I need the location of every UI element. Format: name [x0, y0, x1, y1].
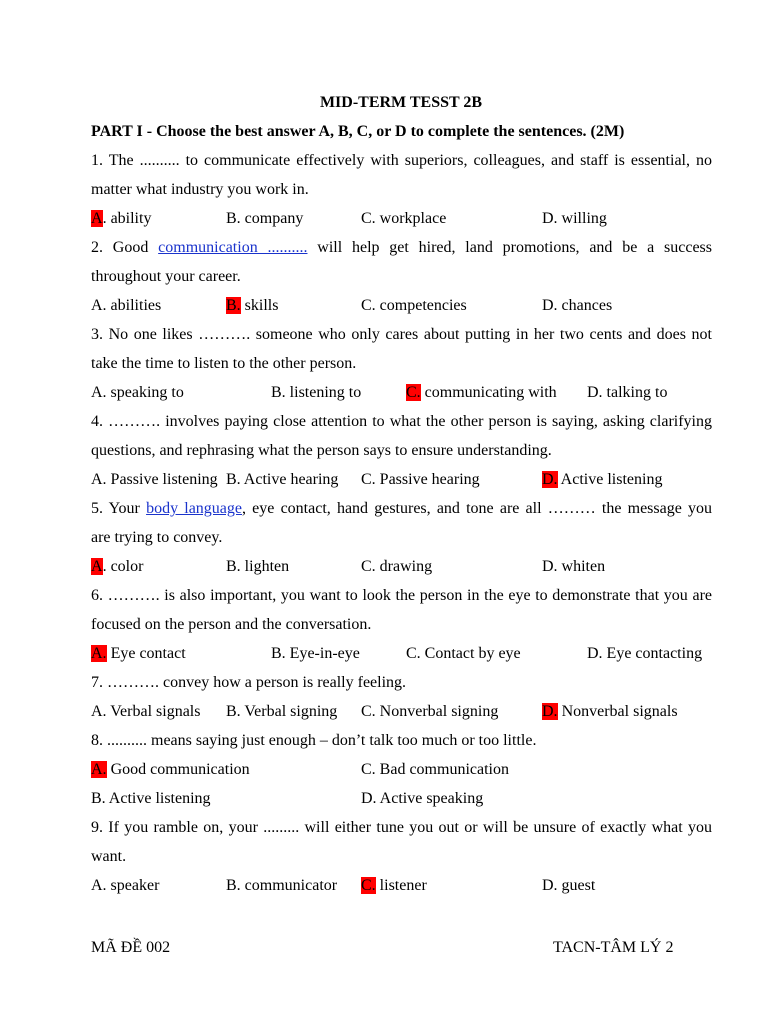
part-heading: PART I - Choose the best answer A, B, C, or D to complete the sentences. (2M) [91, 123, 625, 140]
question-8-line-1: 8. .......... means saying just enough – don’t talk too much or too little. [91, 732, 537, 749]
q5-option-c: C. drawing [361, 558, 433, 575]
question-6-line-1: 6. ………. is also important, you want to look the person in the eye to demonstrate that you are [91, 587, 712, 604]
q5-option-a: A. color [91, 558, 144, 575]
answer-highlight: A. [91, 645, 107, 662]
q6-option-d: D. Eye contacting [587, 645, 703, 662]
q4-option-a: A. Passive listening [91, 471, 218, 488]
q1-option-d: D. willing [542, 210, 607, 227]
page-title: MID-TERM TESST 2B [319, 94, 483, 111]
q1-option-c: C. workplace [361, 210, 447, 227]
q9-option-c: C. listener [361, 877, 427, 894]
footer-exam-code: MÃ ĐỀ 002 [91, 939, 171, 956]
question-7-line-1: 7. ………. convey how a person is really feeling. [91, 674, 407, 691]
answer-highlight: D. [542, 703, 558, 720]
q7-option-a: A. Verbal signals [91, 703, 201, 720]
q7-option-d: D. Nonverbal signals [542, 703, 678, 720]
q3-option-d: D. talking to [587, 384, 668, 401]
q9-option-b: B. communicator [226, 877, 338, 894]
q8-option-b: B. Active listening [91, 790, 211, 807]
answer-highlight: B. [226, 297, 241, 314]
question-3-line-1: 3. No one likes ………. someone who only cares about putting in her two cents and does not [91, 326, 712, 343]
q7-option-b: B. Verbal signing [226, 703, 338, 720]
communication-link[interactable]: communication .......... [158, 239, 308, 256]
question-2-line-1: 2. Good communication .......... will help get hired, land promotions, and be a success [91, 239, 713, 256]
q2-option-c: C. competencies [361, 297, 467, 314]
q9-option-a: A. speaker [91, 877, 160, 894]
q6-option-b: B. Eye-in-eye [271, 645, 360, 662]
q3-option-b: B. listening to [271, 384, 362, 401]
q1-option-b: B. company [226, 210, 304, 227]
q4-option-c: C. Passive hearing [361, 471, 480, 488]
question-9-line-2: want. [91, 848, 127, 865]
q6-option-a: A. Eye contact [91, 645, 186, 662]
q2-option-b: B. skills [226, 297, 279, 314]
answer-highlight: C. [406, 384, 421, 401]
q7-option-c: C. Nonverbal signing [361, 703, 499, 720]
question-9-line-1: 9. If you ramble on, your ......... will either tune you out or will be unsure of exactly what you [91, 819, 712, 836]
question-5-line-1: 5. Your body language, eye contact, hand gestures, and tone are all ……… the message you [91, 500, 713, 517]
question-6-line-2: focused on the person and the conversation. [91, 616, 372, 633]
q9-option-d: D. guest [542, 877, 596, 894]
question-1-line-2: matter what industry you work in. [91, 181, 309, 198]
answer-highlight: C. [361, 877, 376, 894]
question-1-line-1: 1. The .......... to communicate effectively with superiors, colleagues, and staff is essential, no [91, 152, 712, 169]
q8-option-c: C. Bad communication [361, 761, 509, 778]
question-4-line-1: 4. ………. involves paying close attention to what the other person is saying, asking clarifying [91, 413, 712, 430]
question-4-line-2: questions, and rephrasing what the person says to ensure understanding. [91, 442, 552, 459]
q3-option-c: C. communicating with [406, 384, 557, 401]
question-2-line-2: throughout your career. [91, 268, 241, 285]
q8-option-d: D. Active speaking [361, 790, 484, 807]
q6-option-c: C. Contact by eye [406, 645, 521, 662]
question-3-line-2: take the time to listen to the other person. [91, 355, 357, 372]
question-5-line-2: are trying to convey. [91, 529, 223, 546]
q2-option-a: A. abilities [91, 297, 162, 314]
body-language-link[interactable]: body language [146, 500, 242, 517]
q2-option-d: D. chances [542, 297, 613, 314]
q5-option-d: D. whiten [542, 558, 606, 575]
answer-highlight: A [91, 210, 103, 227]
answer-highlight: A [91, 558, 103, 575]
footer-course-name: TACN-TÂM LÝ 2 [553, 939, 674, 956]
q4-option-b: B. Active hearing [226, 471, 339, 488]
answer-highlight: D. [542, 471, 558, 488]
q5-option-b: B. lighten [226, 558, 290, 575]
q3-option-a: A. speaking to [91, 384, 184, 401]
q8-option-a: A. Good communication [91, 761, 250, 778]
q1-option-a: A. ability [91, 210, 152, 227]
answer-highlight: A. [91, 761, 107, 778]
q4-option-d: D. Active listening [542, 471, 663, 488]
